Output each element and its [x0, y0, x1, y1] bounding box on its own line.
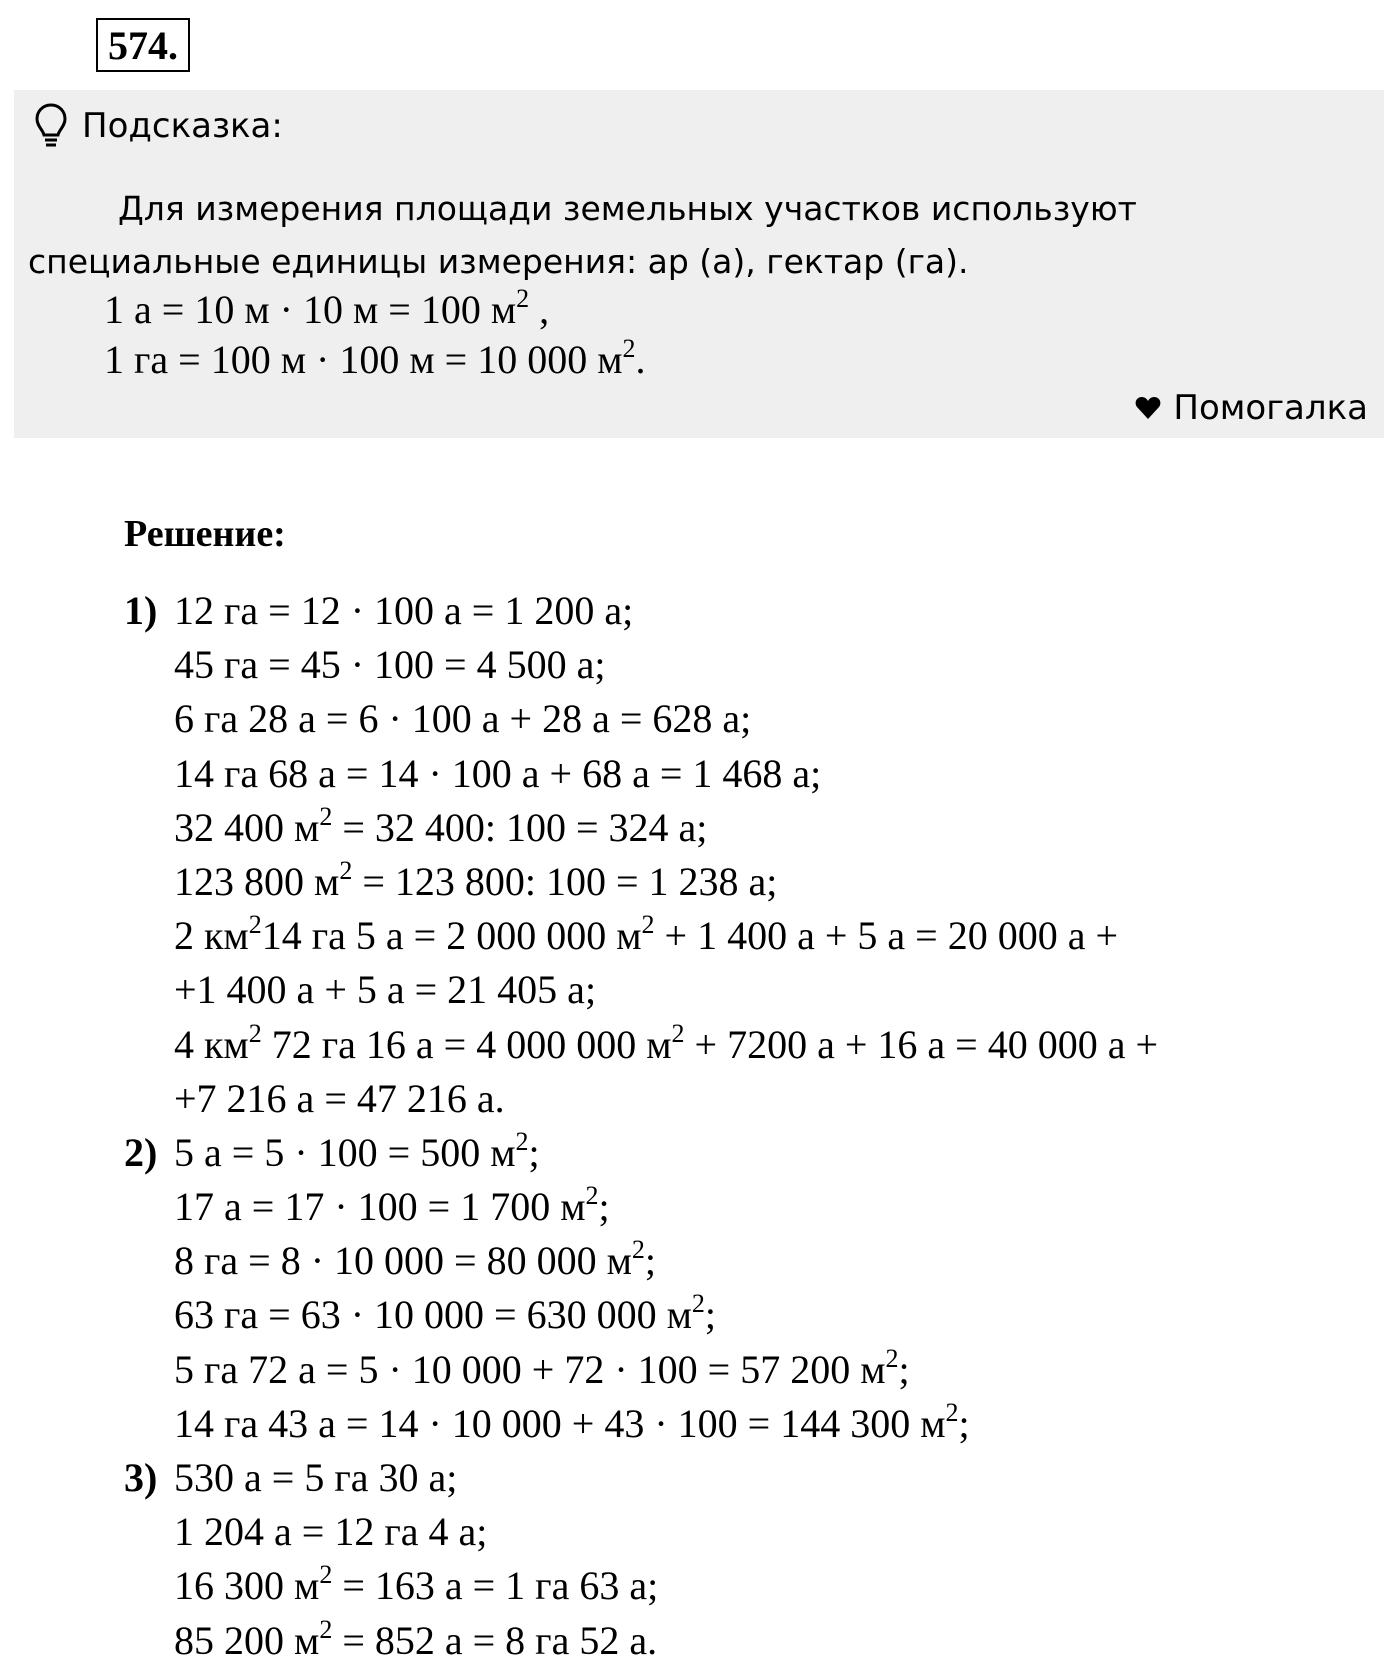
solution-body: [124, 584, 1158, 1668]
math-expression: +1 400 а + 5 а = 21 405 а;: [174, 967, 597, 1013]
solution-title: Решение:: [124, 513, 286, 555]
solution-line: [124, 801, 1158, 855]
part-label: [124, 1559, 174, 1613]
math-expression: 5 га 72 а = 5 · 10 000 + 72 · 100 = 57 200 $м^2$;: [174, 1343, 910, 1392]
part-label: 2): [124, 1129, 158, 1175]
solution-line: [124, 692, 1158, 746]
part-label: 3): [124, 1455, 158, 1500]
solution-line: [124, 1451, 1158, 1505]
hint-formula-are: 1 а = 10 м · 10 м = 100 $м^2$ ,: [104, 284, 550, 332]
solution-line: [124, 909, 1158, 963]
solution-line: [124, 1072, 1158, 1126]
part-label: [124, 1180, 174, 1234]
part-label: [124, 1343, 174, 1397]
heart-icon: [1135, 396, 1161, 420]
part-label: [124, 692, 174, 746]
part-label: [124, 801, 174, 855]
math-expression: +7 216 а = 47 216 а.: [174, 1075, 505, 1121]
part-label: [124, 855, 174, 909]
lightbulb-icon: [34, 102, 68, 150]
solution-line: [124, 963, 1158, 1017]
math-expression: 123 800 $м^2 = 123$ 800: 100 = 1 238 а;: [174, 855, 778, 904]
part-label: 1): [124, 588, 158, 633]
hint-formula-hectare: 1 га = 100 м · 100 м = 10 000 $м^2$.: [104, 334, 646, 382]
math-expression: 4 $км^2$ 72 га 16 а = 4 000 000 $м^2 + 7200$ а + 16 а = 40 000 а +: [174, 1018, 1159, 1067]
part-label: [124, 747, 174, 801]
part-label: [124, 1234, 174, 1288]
math-expression: 1 204 а = 12 га 4 а;: [174, 1509, 488, 1555]
solution-line: [124, 1126, 1158, 1180]
hint-panel: [14, 90, 1384, 438]
part-label: [124, 638, 174, 692]
part-label: [124, 1505, 174, 1559]
math-expression: 16 300 $м^2 = 163$ а = 1 га 63 а;: [174, 1560, 659, 1609]
math-expression: 14 га 43 а = 14 · 10 000 + 43 · 100 = 144 300 $м^2$;: [174, 1397, 970, 1446]
math-expression: 63 га = 63 · 10 000 = 630 000 $м^2$;: [174, 1289, 717, 1338]
hint-text: Для измерения площади земельных участков используют специальные единицы измерения: ар (а), гектар (га).: [28, 189, 1137, 281]
solution-line: [124, 1343, 1158, 1397]
math-expression: 45 га = 45 · 100 = 4 500 а;: [174, 642, 606, 688]
part-label: [124, 1072, 174, 1126]
solution-line: [124, 1288, 1158, 1342]
solution-line: [124, 1018, 1158, 1072]
brand-credit: [1135, 388, 1368, 428]
solution-line: [124, 1614, 1158, 1668]
solution-line: [124, 638, 1158, 692]
math-expression: 6 га 28 а = 6 · 100 а + 28 а = 628 а;: [174, 696, 752, 742]
math-expression: 530 а = 5 га 30 а;: [174, 1455, 458, 1500]
solution-line: [124, 855, 1158, 909]
solution-line: [124, 1505, 1158, 1559]
solution-line: [124, 584, 1158, 638]
part-label: [124, 1288, 174, 1342]
problem-number: 574.: [96, 18, 190, 72]
part-label: [124, 909, 174, 963]
math-expression: 85 200 $м^2 = 852$ а = 8 га 52 а.: [174, 1614, 658, 1663]
part-label: [124, 963, 174, 1017]
solution-line: [124, 1180, 1158, 1234]
math-expression: 12 га = 12 · 100 а = 1 200 а;: [174, 588, 634, 633]
solution-line: [124, 747, 1158, 801]
hint-header: [34, 102, 283, 150]
brand-name: Помогалка: [1173, 388, 1368, 428]
part-label: [124, 1614, 174, 1668]
math-expression: 14 га 68 а = 14 · 100 а + 68 а = 1 468 а;: [174, 750, 822, 796]
solution-line: [124, 1397, 1158, 1451]
solution-line: [124, 1559, 1158, 1613]
math-expression: 17 а = 17 · 100 = 1 700 $м^2$;: [174, 1181, 610, 1230]
part-label: [124, 1018, 174, 1072]
math-expression: 8 га = 8 · 10 000 = 80 000 $м^2$;: [174, 1235, 657, 1284]
part-label: [124, 1397, 174, 1451]
math-expression: 32 400 $м^2 = 32$ 400: 100 = 324 а;: [174, 801, 708, 850]
math-expression: 5 а = 5 · 100 = 500 $м^2$;: [174, 1126, 540, 1175]
math-expression: 2 $км^214$ га 5 а = 2 000 000 $м^2 + 1$ 400 а + 5 а = 20 000 а +: [174, 910, 1119, 959]
solution-line: [124, 1234, 1158, 1288]
hint-title: Подсказка:: [82, 106, 283, 146]
